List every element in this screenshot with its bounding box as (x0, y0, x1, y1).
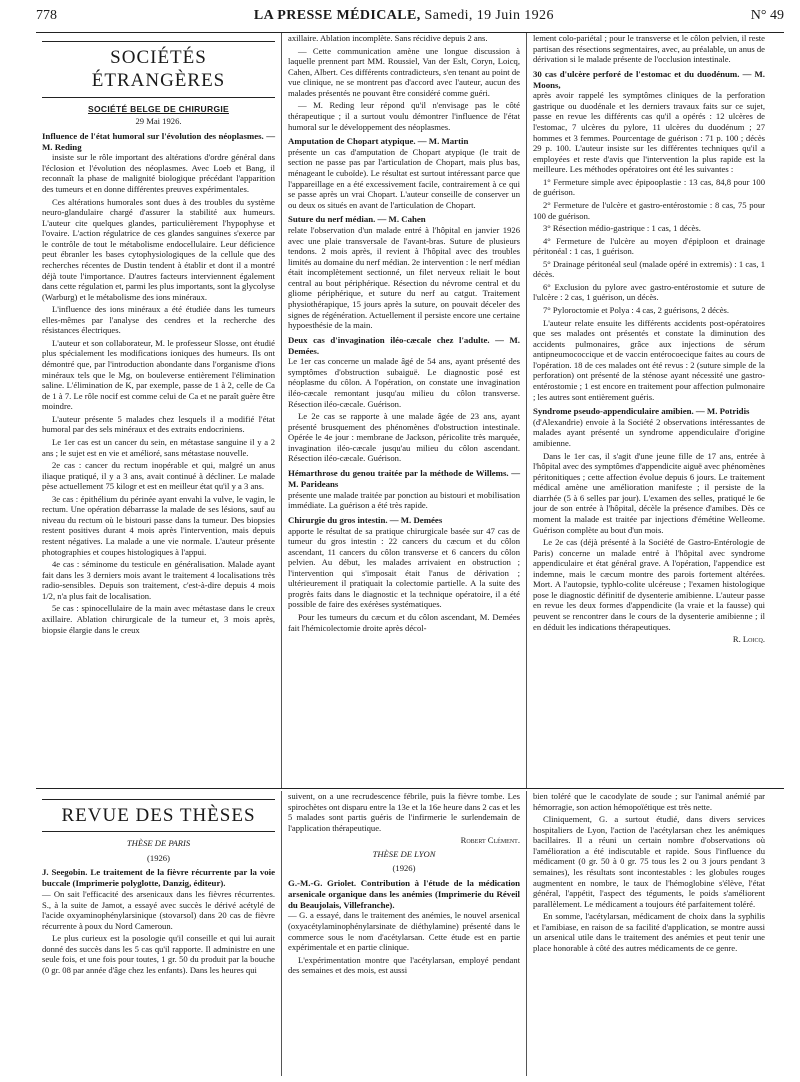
section-title: REVUE DES THÈSES (42, 799, 275, 832)
paragraph: — On sait l'efficacité des arsenicaux dans les fièvres récurrentes. S., à la suite de Jamot, a essayé avec succès le dérivé acétylé de l'acide oxyaminophénylarsinique (stovarsol) dans 20 cas de fièvre récurrente à poux du Nord Cameroun. (42, 889, 275, 931)
column-left (36, 791, 281, 1076)
society-name: SOCIÉTÉ BELGE DE CHIRURGIE (88, 103, 229, 114)
paragraph: Le 2e cas se rapporte à une malade âgée de 23 ans, ayant présenté brusquement des phénomènes d'obstruction intestinale. Opérée le 4e jour : membrane de Jackson, péricolite très marquée, invagination iléo-cæcale jusqu'au milieu du côlon ascendant. Résection iléo-cæcale. Guérison. (288, 411, 520, 464)
meeting-date: 29 Mai 1926. (135, 116, 182, 127)
paragraph: — M. Reding leur répond qu'il n'envisage pas le côté thérapeutique ; il a surtout voulu démontrer l'influence de l'état humoral sur le développement des néoplasmes. (288, 100, 520, 132)
paragraph: — G. a essayé, dans le traitement des anémies, le nouvel arsenical (oxyacétylaminophénylarsinate de diéthylamine) présenté dans le commerce sous le nom d'acétylarsan. Cette étude est en partie expérimentale et en partie clinique. (288, 910, 520, 953)
paragraph: suivent, on a une recrudescence fébrile, puis la fièvre tombe. Les spirochètes ont disparu entre la 13e et la 16e heure dans 2 cas et les 5 malades sont partis guéris de l'infirmerie le surlendemain de l'application thérapeutique. (288, 791, 520, 833)
column-body (42, 867, 275, 975)
paragraph: après avoir rappelé les symptômes cliniques de la perforation gastrique ou duodénale et les derniers travaux faits sur ce sujet, passe en revue les différents cas qu'il a opérés : 12 ulcères de l'estomac, 7 ulcères du pylore, 11 ulcères du duodénum ; 27 hommes et 3 femmes. Pourcentage de guérison : 71 p. 100 ; décès 29 p. 100. L'auteur insiste sur les différentes techniques qu'il a employées et reste d'avis que l'intervention la plus rapide est la meilleure. Les méthodes opératoires ont été les suivantes : (533, 90, 765, 175)
article-heading: 30 cas d'ulcère perforé de l'estomac et du duodénum. — M. Moons, (533, 68, 765, 90)
column-body (533, 33, 765, 645)
column-body (288, 791, 520, 976)
section-title: SOCIÉTÉS ÉTRANGÈRES (42, 41, 275, 98)
paragraph: 1° Fermeture simple avec épipooplastie : 13 cas, 84,8 pour 100 de guérison. (533, 176, 765, 198)
societes-etrangeres-section (36, 33, 784, 789)
paragraph: 6° Exclusion du pylore avec gastro-entérostomie et suture de l'ulcère : 2 cas, 1 guérison, un décès. (533, 281, 765, 303)
paragraph: lement colo-pariétal ; pour le transverse et le côlon pelvien, il reste partisan des résections segmentaires, avec, au préalable, un anus de dérivation si le malade présente de l'occlusion intestinale. (533, 33, 765, 65)
paragraph: Le 2e cas (déjà présenté à la Société de Gastro-Entérologie de Paris) concerne un malade entré à l'hôpital avec syndrome appendiculaire et état général grave. A l'opération, l'appendice est indemne, mais le cæcum montre des parois fortement altérées. Mort. A l'autopsie, typhlo-colite ulcéreuse ; l'examen histologique pose le diagnostic définitif de dysenterie amibienne. L'auteur passe en revue les deux formes d'appendicite (la vraie et la fausse) qui peuvent se rencontrer dans le cours de la dysenterie amibienne ; il en déduit les indications thérapeutiques. (533, 537, 765, 632)
article-heading: Syndrome pseudo-appendiculaire amibien. — M. Potridis (533, 406, 750, 417)
paragraph: L'expérimentation montre que l'acétylarsan, employé pendant des semaines et des mois, est aussi (288, 954, 520, 976)
article-heading: Chirurgie du gros intestin. — M. Demées (288, 514, 443, 525)
paragraph: Pour les tumeurs du cæcum et du côlon ascendant, M. Demées fait l'hémicolectomie droite après décol- (288, 612, 520, 633)
paragraph: Dans le 1er cas, il s'agit d'une jeune fille de 17 ans, entrée à l'hôpital avec des symptômes d'appendicite aiguë avec phénomènes péritonitiques ; cette affection évolue depuis 6 jours. Le traitement médical amène une amélioration manifeste ; il persiste de la diarrhée (5 à 6 selles par jour). L'examen des selles, pratiqué le 6e jour de son entrée à l'hôpital, décèle la présence d'amibes. Dès ce moment la malade est traitée par injections d'émétine Welleome. Guérison complète au bout d'un mois. (533, 450, 765, 535)
paragraph: Ces altérations humorales sont dues à des troubles du système neuro-glandulaire chargé d'assurer la stabilité aux humeurs. L'auteur cite quelques glandes, particulièrement l'hypophyse et l'ovaire. L'action régulatrice de ces glandes sanguines s'exerce par le contrôle de tout le métabolisme endocellulaire. Leur déficience peut ébranler les bases cytophysiologiques de la cellule que des recherches récentes de Dustin tendent à établir et dont il a montré déjà toute l'importance. D'autres facteurs interviennent également dans cette régulation et, parmi les plus importants, sont la glycolyse (Warburg) et le métabolisme des ions minéraux. (42, 196, 275, 302)
author-signature: R. Loicq. (732, 634, 765, 645)
column-body (42, 131, 275, 635)
paragraph: L'influence des ions minéraux a été étudiée dans les tumeurs elles-mêmes par l'analyse des cendres et la recherche des résistances électriques. (42, 304, 275, 336)
article-heading: Suture du nerf médian. — M. Cahen (288, 214, 426, 225)
paragraph: bien toléré que le cacodylate de soude ; sur l'animal anémié par hémorragie, son action hémopoïétique est très nette. (533, 791, 765, 812)
paragraph: Le 1er cas est un cancer du sein, en métastase sanguine il y a 2 ans ; le sujet est en vie et amélioré, sans métastase nouvelle. (42, 436, 275, 458)
paragraph: 2e cas : cancer du rectum inopérable et qui, malgré un anus iliaque pratiqué, il y a 3 ans, avait continué à décliner. Le malade pèse actuellement 75 kilogr et est en meilleur état qu'il y a 3 ans. (42, 460, 275, 492)
paragraph: apporte le résultat de sa pratique chirurgicale basée sur 47 cas de tumeur du gros intestin : 22 cancers du cæcum et du côlon ascendant, 11 cancers du côlon transverse et 6 cancers du côlon pelvien. Au début, les malades arrivaient en obstruction ; l'intervention qui s'imposait était l'anus de dérivation ; ultérieurement il pratiquait la colectomie partielle. A la suite des progrès faits dans le diagnostic et la technique opératoire, il a été possible de faire des exérèses systématiques. (288, 525, 520, 610)
page-number: 778 (36, 8, 57, 23)
paragraph: — Cette communication amène une longue discussion à laquelle prennent part MM. Roussiel, Van der Eslt, Coryn, Loicq, Cahen, Albert. Ces différents contradicteurs, s'en tenant au point de vue clinique, ne se montrent pas d'accord avec l'auteur, aucun des malades présentés ne pouvant être considéré comme guéri. (288, 45, 520, 98)
paragraph: présente une malade traitée par ponction au bistouri et mobilisation immédiate. La guérison a été très rapide. (288, 489, 520, 511)
paragraph: 3e cas : épithélium du périnée ayant envahi la vulve, le vagin, le rectum. Une opération débarrasse la malade de ses lésions, sauf au niveau du rectum où le bistouri passe dans la tumeur. Des biopsies restent positives durant 4 mois après l'intervention, mais depuis restent négatives. La malade a une vie normale. L'auteur présente photographies et coupes histologiques à l'appui. (42, 493, 275, 557)
column-middle (281, 33, 526, 788)
paragraph: Le 1er cas concerne un malade âgé de 54 ans, ayant présenté des symptômes d'obstruction subaiguë. Le diagnostic posé est néoplasme du côlon. A l'opération, on constate une invagination iléo-cæcale remontant jusqu'au milieu du côlon transverse. Résection iléo-cæcale. Guérison. (288, 356, 520, 409)
article-heading: Hémarthrose du genou traitée par la méthode de Willems. — M. Parideans (288, 467, 520, 489)
paragraph: 3° Résection médio-gastrique : 1 cas, 1 décès. (543, 223, 701, 234)
author-signature: Robert Clément. (460, 835, 520, 846)
paragraph: axillaire. Ablation incomplète. Sans récidive depuis 2 ans. (288, 33, 488, 43)
paragraph: L'auteur et son collaborateur, M. le professeur Slosse, ont étudié plus spécialement les modifications ioniques des humeurs. Ils ont démontré que, par l'introduction abondante dans l'organisme d'ions minéraux tels que le Mg, on bouleverse entièrement l'élimination saline. L'élimination de K, par exemple, passe de 1 à 2, celle de Ca de 1 à 7. Le rôle nocif est comme celui de Ca et ne paraît guère être moindre. (42, 337, 275, 412)
paragraph: 5° Drainage péritonéal seul (malade opéré in extremis) : 1 cas, 1 décès. (533, 258, 765, 280)
these-heading: THÈSE DE PARIS (126, 838, 191, 849)
column-right (526, 33, 771, 788)
paragraph: 5e cas : spinocellulaire de la main avec métastase dans le creux axillaire. Ablation chirurgicale de la tumeur et, 3 mois après, biopsie élargie dans le creux (42, 603, 275, 635)
article-heading: J. Seegobin. Le traitement de la fièvre récurrente par la voie buccale (Imprimerie polyglotte, Danzig, éditeur). (42, 867, 275, 889)
revue-des-theses-section (36, 791, 784, 1076)
paragraph: (d'Alexandrie) envoie à la Société 2 observations intéressantes de malades ayant présenté un syndrome appendiculaire d'origine amibienne. (533, 416, 765, 448)
column-body (288, 33, 520, 633)
paragraph: 4° Fermeture de l'ulcère au moyen d'épiploon et drainage péritonéal : 1 cas, 1 guérison. (533, 235, 765, 257)
article-heading: Amputation de Chopart atypique. — M. Martin (288, 136, 469, 147)
column-right (526, 791, 771, 1076)
paragraph: 7° Pyloroctomie et Polya : 4 cas, 2 guérisons, 2 décès. (543, 305, 730, 315)
journal-name: LA PRESSE MÉDICALE, (253, 8, 421, 23)
column-body (533, 791, 765, 953)
article-heading: G.-M.-G. Griolet. Contribution à l'étude de la médication arsenicale organique dans les anémies (Imprimerie du Réveil du Beaujolais, Villefranche). (288, 877, 520, 910)
paragraph: 4e cas : séminome du testicule en généralisation. Malade ayant fait dans les 3 derniers mois avant le traitement 4 localisations très radio-sensibles. Depuis son traitement, c'est-à-dire depuis 4 mois 1/2, n'a plus fait de localisation. (42, 559, 275, 601)
journal-title (254, 8, 554, 24)
paragraph: Le plus curieux est la posologie qu'il conseille et qui lui aurait donné des succès dans les 5 cas qu'il rapporte. Il administre en une seule fois, et une fois pour toutes, 1 gr. 50 du produit par la bouche (0 gr. 08 par année d'âge chez les enfants). Dans les heures qui (42, 933, 275, 976)
article-heading: Deux cas d'invagination iléo-cæcale chez l'adulte. — M. Demées. (288, 334, 520, 356)
column-middle (281, 791, 526, 1076)
paragraph: Cliniquement, G. a surtout étudié, dans divers services hospitaliers de Lyon, l'action de l'acétylarsan chez les anémiques bacillaires. Il a réuni un certain nombre d'observations où l'amélioration a été indiscutable et rapide. Sous l'influence du médicament (0 gr. 50 à 0 gr. 75 tous les 2 ou 3 jours pendant 3 semaines), les résultats sont incontestables : les globules rouges augmentent en nombre, le taux de l'hémoglobine s'élève, l'état général, l'appétit, l'aspect des téguments, le poids s'améliorent parallèlement. Le médicament a toujours été parfaitement toléré. (533, 814, 765, 909)
issue-date: Samedi, 19 Juin 1926 (424, 8, 554, 23)
paragraph: L'auteur relate ensuite les différents accidents post-opératoires que ses malades ont présentés et constate la diminution des accidents pulmonaires, grâce aux injections de sérum antipneumococcique et de vaccin entérocoecique faites au cours de l'opération. 18 de ces malades ont été revus : 2 (suture simple de la perforation) ont présenté de la sténose ayant nécessité une gastro-entérostomie ; 1 est encore en traitement pour affection pulmonaire ; les autres sont entièrement guéris. (533, 317, 765, 402)
these-year: (1926) (392, 863, 416, 874)
paragraph: En somme, l'acétylarsan, médicament de choix dans la syphilis et l'amibiase, en raison de sa facilité d'application, se montre aussi un arsenical utile dans le traitement des anémies et peut tenir une place honorable à côté des autres médicaments de ce genre. (533, 911, 765, 953)
paragraph: insiste sur le rôle important des altérations d'ordre général dans l'éclosion et l'évolution des néoplasmes. Avec Loeb et Bang, il reconnaît la phase de malignité biologique précédant l'apparition des tumeurs et en donne différentes preuves expérimentales. (42, 152, 275, 195)
column-left (36, 33, 281, 788)
these-year: (1926) (147, 852, 170, 863)
paragraph: relate l'observation d'un malade entré à l'hôpital en janvier 1926 avec une plaie transversale de l'avant-bras. Suture de plusieurs tendons. 2 mois après, il revient à l'hôpital avec des troubles limités au domaine du nerf médian. 2e intervention : le nerf médian était incomplètement sectionné, un filet nerveux reliait le bout central au bout périphérique. Résection du névrome central et du gliome périphérique, et suture du nerf au catgut. Traitement physiothérapique, 15 jours après la suture, on pouvait déceler des signes de régénération. Actuellement il persiste encore une certaine hypoesthésie de la main. (288, 225, 520, 331)
paragraph: présente un cas d'amputation de Chopart atypique (le trait de section ne passe pas par l'articulation de Chopart, mais plus bas, ménageant le cuboïde). Le résultat est surtout intéressant parce que l'appareillage en a été excessivement facile, contrairement à ce qui se passe après un vrai Chopart. L'auteur conseille de conserver un ou deux os situés en avant de l'articulation de Chopart. (288, 146, 520, 210)
issue-number: N° 49 (750, 8, 784, 23)
paragraph: L'auteur présente 5 malades chez lesquels il a modifié l'état humoral par des sels minéraux et des extraits endocriniens. (42, 413, 275, 435)
article-heading: Influence de l'état humoral sur l'évolution des néoplasmes. — M. Reding (42, 130, 275, 152)
running-header (36, 8, 784, 33)
these-heading: THÈSE DE LYON (372, 848, 436, 859)
paragraph: 2° Fermeture de l'ulcère et gastro-entérostomie : 8 cas, 75 pour 100 de guérison. (533, 199, 765, 221)
